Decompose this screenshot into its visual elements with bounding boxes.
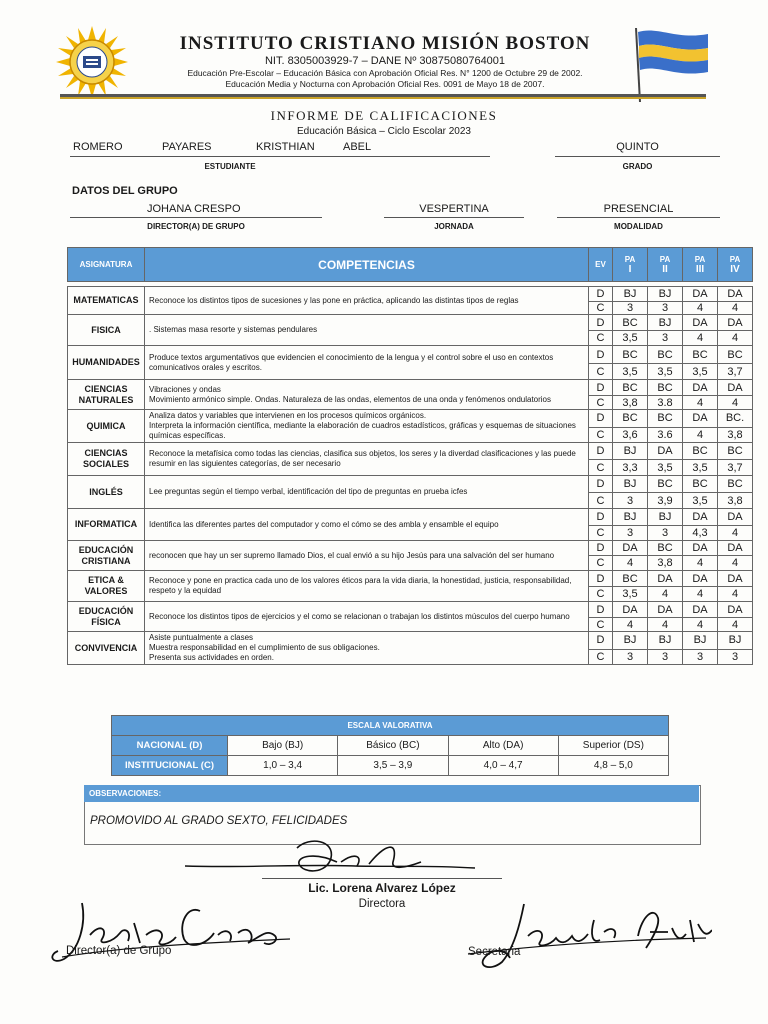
- grading-scale-table: [111, 715, 669, 776]
- grade-score-cell: 4: [683, 427, 718, 442]
- grade-level-cell: BC.: [718, 410, 753, 428]
- grade-score-cell: 3: [683, 649, 718, 664]
- subject-name: INGLÉS: [68, 476, 145, 509]
- subject-name: EDUCACIÓN FÍSICA: [68, 602, 145, 632]
- grade-score-cell: 4: [683, 302, 718, 315]
- ev-label-d: D: [589, 602, 613, 618]
- grade-score-cell: 3,5: [613, 364, 648, 380]
- table-row: [68, 571, 753, 587]
- grade-level-cell: BC: [718, 346, 753, 364]
- ev-label-d: D: [589, 315, 613, 331]
- accreditation-line-1: Educación Pre-Escolar – Educación Básica con Aprobación Oficial Res. N° 1200 de Octubre 29 de 2002.: [187, 68, 583, 78]
- ev-label-d: D: [589, 287, 613, 302]
- grade-level-cell: DA: [648, 571, 683, 587]
- scale-institutional-label: INSTITUCIONAL (C): [112, 756, 228, 776]
- director-label: DIRECTOR(A) DE GRUPO: [147, 222, 245, 231]
- grade-score-cell: 3: [613, 493, 648, 509]
- ev-label-c: C: [589, 396, 613, 410]
- subject-name: CONVIVENCIA: [68, 632, 145, 665]
- header-period-1: PA I: [613, 248, 648, 282]
- competency-text: reconocen que hay un ser supremo llamado Dios, el cual envió a su hijo Jesús para una salvación del ser humano: [145, 541, 589, 571]
- grade-score-cell: 4: [648, 618, 683, 632]
- scale-level-range: 3,5 – 3,9: [338, 756, 448, 776]
- ev-label-c: C: [589, 460, 613, 476]
- student-name-2: ABEL: [343, 141, 372, 153]
- grade-score-cell: 4: [718, 331, 753, 346]
- grade-level-cell: BC: [683, 443, 718, 460]
- grade-level-cell: BJ: [683, 632, 718, 650]
- table-row: [68, 315, 753, 331]
- grade-score-cell: 3: [648, 331, 683, 346]
- director-underline: [70, 217, 322, 218]
- grade-level-cell: DA: [613, 602, 648, 618]
- grade-label: GRADO: [622, 162, 653, 171]
- grades-table: [67, 247, 753, 665]
- grade-score-cell: 3: [613, 526, 648, 541]
- grade-level-cell: DA: [683, 287, 718, 302]
- subject-name: EDUCACIÓN CRISTIANA: [68, 541, 145, 571]
- table-row: [68, 509, 753, 526]
- grade-score-cell: 3,8: [613, 396, 648, 410]
- grade-score-cell: 3,5: [613, 331, 648, 346]
- subject-name: ETICA & VALORES: [68, 571, 145, 602]
- grade-score-cell: 3,5: [648, 364, 683, 380]
- grade-level-cell: BC: [648, 346, 683, 364]
- grade-level-cell: DA: [613, 541, 648, 556]
- grade-score-cell: 3,9: [648, 493, 683, 509]
- grade-level-cell: BC: [613, 380, 648, 396]
- table-row: [68, 287, 753, 302]
- secretary-signature-icon: [462, 898, 712, 974]
- table-row: [68, 602, 753, 618]
- header-subject: ASIGNATURA: [68, 248, 145, 282]
- group-section-title: DATOS DEL GRUPO: [72, 185, 178, 197]
- modality-underline: [557, 217, 720, 218]
- grade-score-cell: 4: [718, 587, 753, 602]
- competency-text: Reconoce los distintos tipos de sucesiones y las pone en práctica, aplicando las distintas tipos de reglas: [145, 287, 589, 315]
- grade-level-cell: DA: [683, 509, 718, 526]
- grade-level-cell: BJ: [613, 476, 648, 493]
- grade-score-cell: 3.8: [648, 396, 683, 410]
- grade-level-cell: BC: [648, 380, 683, 396]
- table-row: [68, 380, 753, 396]
- grade-level-cell: BC: [613, 346, 648, 364]
- grade-level-cell: BJ: [613, 287, 648, 302]
- table-row: [68, 541, 753, 556]
- observations-title: OBSERVACIONES:: [84, 785, 699, 802]
- grade-score-cell: 3,5: [648, 460, 683, 476]
- subject-name: QUIMICA: [68, 410, 145, 443]
- ev-label-c: C: [589, 618, 613, 632]
- grade-score-cell: 3: [648, 526, 683, 541]
- grade-score-cell: 4: [648, 587, 683, 602]
- grade-level-cell: DA: [648, 443, 683, 460]
- subject-name: CIENCIAS SOCIALES: [68, 443, 145, 476]
- table-row: [68, 632, 753, 650]
- grade-level-cell: DA: [718, 287, 753, 302]
- header-period-2: PA II: [648, 248, 683, 282]
- grade-score-cell: 4: [683, 587, 718, 602]
- grade-level-cell: BC: [718, 476, 753, 493]
- competency-text: Identifica las diferentes partes del computador y como el cómo se des ambla y ensamble el equipo: [145, 509, 589, 541]
- header-divider: [60, 94, 706, 99]
- student-grade: QUINTO: [616, 141, 659, 153]
- grade-level-cell: BC: [683, 476, 718, 493]
- grade-level-cell: DA: [718, 541, 753, 556]
- shift-underline: [384, 217, 524, 218]
- ev-label-c: C: [589, 493, 613, 509]
- grade-level-cell: DA: [683, 315, 718, 331]
- observations-text: PROMOVIDO AL GRADO SEXTO, FELICIDADES: [90, 815, 348, 827]
- grade-score-cell: 3,5: [683, 493, 718, 509]
- grade-score-cell: 3.6: [648, 427, 683, 442]
- flag-icon: [632, 26, 712, 104]
- principal-role: Directora: [358, 898, 406, 910]
- grade-level-cell: DA: [718, 571, 753, 587]
- subject-name: HUMANIDADES: [68, 346, 145, 380]
- grade-score-cell: 3: [648, 649, 683, 664]
- grade-level-cell: BJ: [648, 632, 683, 650]
- table-row: [68, 410, 753, 428]
- scale-level-name: Superior (DS): [558, 736, 668, 756]
- competency-text: Lee preguntas según el tiempo verbal, identificación del tipo de preguntas en prueba icfes: [145, 476, 589, 509]
- grade-score-cell: 4: [718, 556, 753, 571]
- scale-title: ESCALA VALORATIVA: [112, 716, 669, 736]
- scale-level-name: Alto (DA): [448, 736, 558, 756]
- grade-level-cell: BC: [648, 476, 683, 493]
- grade-score-cell: 4: [613, 618, 648, 632]
- ev-label-c: C: [589, 556, 613, 571]
- student-surname-2: PAYARES: [162, 141, 212, 153]
- grade-level-cell: DA: [683, 380, 718, 396]
- ev-label-c: C: [589, 427, 613, 442]
- header-ev: EV: [589, 248, 613, 282]
- subject-name: CIENCIAS NATURALES: [68, 380, 145, 410]
- ev-label-d: D: [589, 346, 613, 364]
- accreditation-line-2: Educación Media y Nocturna con Aprobación Oficial Res. 0091 de Mayo 18 de 2007.: [225, 79, 545, 89]
- grade-level-cell: BC: [613, 410, 648, 428]
- grade-score-cell: 4,3: [683, 526, 718, 541]
- competency-text: Produce textos argumentativos que evidencien el conocimiento de la lengua y el control sobre el uso en contextos comunicativos orales y escritos.: [145, 346, 589, 380]
- ev-label-d: D: [589, 541, 613, 556]
- table-row: [68, 346, 753, 364]
- grade-level-cell: DA: [683, 571, 718, 587]
- grade-level-cell: BC: [648, 410, 683, 428]
- grade-score-cell: 3,7: [718, 364, 753, 380]
- competency-text: Reconoce la metafísica como todas las ciencias, clasifica sus objetos, los seres y la diverdad clasificaciones y las puede resumir en las siguientes categorías, de ser necesario: [145, 443, 589, 476]
- grade-level-cell: BJ: [613, 632, 648, 650]
- grade-score-cell: 3,5: [613, 587, 648, 602]
- group-director-role: Director(a) de Grupo: [66, 945, 172, 957]
- competency-text: Vibraciones y ondas Movimiento armónico simple. Ondas. Naturaleza de las ondas, elementos de una onda y fenómenos ondulatorios: [145, 380, 589, 410]
- school-name: INSTITUTO CRISTIANO MISIÓN BOSTON: [179, 33, 591, 54]
- ev-label-c: C: [589, 526, 613, 541]
- grade-level-cell: DA: [718, 380, 753, 396]
- school-seal-icon: [56, 26, 128, 98]
- grade-score-cell: 4: [718, 526, 753, 541]
- grade-score-cell: 3,5: [683, 364, 718, 380]
- grade-score-cell: 3: [613, 302, 648, 315]
- grade-score-cell: 4: [683, 331, 718, 346]
- principal-name: Lic. Lorena Alvarez López: [308, 881, 456, 895]
- ev-label-d: D: [589, 632, 613, 650]
- grade-score-cell: 4: [718, 302, 753, 315]
- grade-score-cell: 4: [718, 618, 753, 632]
- competency-text: Asiste puntualmente a clases Muestra responsabilidad en el cumplimiento de sus obligaciones. Presenta sus actividades en orden.: [145, 632, 589, 665]
- grade-level-cell: BJ: [648, 287, 683, 302]
- shift-label: JORNADA: [434, 222, 474, 231]
- school-nit: NIT. 8305003929-7 – DANE Nº 30875080764001: [264, 55, 506, 67]
- grade-score-cell: 3,8: [648, 556, 683, 571]
- scale-level-range: 4,0 – 4,7: [448, 756, 558, 776]
- ev-label-d: D: [589, 410, 613, 428]
- grade-level-cell: DA: [718, 602, 753, 618]
- grade-score-cell: 3: [648, 302, 683, 315]
- subject-name: INFORMATICA: [68, 509, 145, 541]
- subject-name: MATEMATICAS: [68, 287, 145, 315]
- ev-label-c: C: [589, 649, 613, 664]
- scale-level-range: 4,8 – 5,0: [558, 756, 668, 776]
- student-label: ESTUDIANTE: [204, 162, 256, 171]
- grade-level-cell: DA: [648, 602, 683, 618]
- grade-underline: [555, 156, 720, 157]
- group-director-signature-icon: [42, 893, 297, 973]
- grade-score-cell: 3: [718, 649, 753, 664]
- grade-score-cell: 4: [683, 556, 718, 571]
- competency-text: Reconoce y pone en practica cada uno de los valores éticos para la vida diaria, la honestidad, justicia, responsabilidad, respeto y la equidad: [145, 571, 589, 602]
- report-title: INFORME DE CALIFICACIONES: [270, 108, 498, 123]
- grade-level-cell: BC: [683, 346, 718, 364]
- ev-label-d: D: [589, 476, 613, 493]
- report-subtitle: Educación Básica – Ciclo Escolar 2023: [297, 126, 471, 137]
- grade-level-cell: BJ: [613, 509, 648, 526]
- grade-level-cell: BC: [613, 571, 648, 587]
- grade-level-cell: DA: [683, 602, 718, 618]
- scale-national-label: NACIONAL (D): [112, 736, 228, 756]
- grade-level-cell: DA: [683, 410, 718, 428]
- ev-label-d: D: [589, 380, 613, 396]
- group-modality: PRESENCIAL: [603, 203, 674, 215]
- header-period-4: PA IV: [718, 248, 753, 282]
- ev-label-d: D: [589, 509, 613, 526]
- grade-level-cell: DA: [718, 315, 753, 331]
- grade-score-cell: 4: [683, 618, 718, 632]
- grade-score-cell: 4: [683, 396, 718, 410]
- grade-score-cell: 3,6: [613, 427, 648, 442]
- scale-level-name: Bajo (BJ): [228, 736, 338, 756]
- grade-score-cell: 4: [613, 556, 648, 571]
- grade-level-cell: BC: [648, 541, 683, 556]
- ev-label-d: D: [589, 571, 613, 587]
- competency-text: Analiza datos y variables que intervienen en los procesos químicos orgánicos. Interpreta la información científica, mediante la elaboración de cuadros estadísticos, gráficas y esquemas de situaciones químicas específicas.: [145, 410, 589, 443]
- grade-score-cell: 3,3: [613, 460, 648, 476]
- student-underline: [70, 156, 490, 157]
- competency-text: Reconoce los distintos tipos de ejercicios y el como se relacionan o trabajan los distintos músculos del cuerpo humano: [145, 602, 589, 632]
- ev-label-c: C: [589, 364, 613, 380]
- header-competencies: COMPETENCIAS: [145, 248, 589, 282]
- ev-label-c: C: [589, 302, 613, 315]
- table-row: [68, 476, 753, 493]
- scale-level-name: Básico (BC): [338, 736, 448, 756]
- header-period-3: PA III: [683, 248, 718, 282]
- ev-label-c: C: [589, 331, 613, 346]
- modality-label: MODALIDAD: [614, 222, 663, 231]
- scale-level-range: 1,0 – 3,4: [228, 756, 338, 776]
- competency-text: . Sistemas masa resorte y sistemas pendulares: [145, 315, 589, 346]
- grade-level-cell: DA: [683, 541, 718, 556]
- student-surname-1: ROMERO: [73, 141, 123, 153]
- grade-level-cell: BJ: [648, 509, 683, 526]
- ev-label-c: C: [589, 587, 613, 602]
- grade-score-cell: 3,8: [718, 427, 753, 442]
- table-row: [68, 443, 753, 460]
- principal-signature-icon: [185, 832, 475, 880]
- secretary-role: Secretaria: [468, 946, 521, 958]
- grade-score-cell: 4: [718, 396, 753, 410]
- grade-level-cell: BJ: [718, 632, 753, 650]
- subject-name: FISICA: [68, 315, 145, 346]
- grade-level-cell: BC: [613, 315, 648, 331]
- grade-score-cell: 3,5: [683, 460, 718, 476]
- grade-score-cell: 3,7: [718, 460, 753, 476]
- grade-level-cell: BJ: [613, 443, 648, 460]
- grade-level-cell: DA: [718, 509, 753, 526]
- grade-level-cell: BC: [718, 443, 753, 460]
- student-name-1: KRISTHIAN: [256, 141, 315, 153]
- principal-signature-line: [262, 878, 502, 879]
- grade-score-cell: 3: [613, 649, 648, 664]
- group-director: JOHANA CRESPO: [147, 203, 241, 215]
- ev-label-d: D: [589, 443, 613, 460]
- group-shift: VESPERTINA: [419, 203, 489, 215]
- grade-level-cell: BJ: [648, 315, 683, 331]
- grade-score-cell: 3,8: [718, 493, 753, 509]
